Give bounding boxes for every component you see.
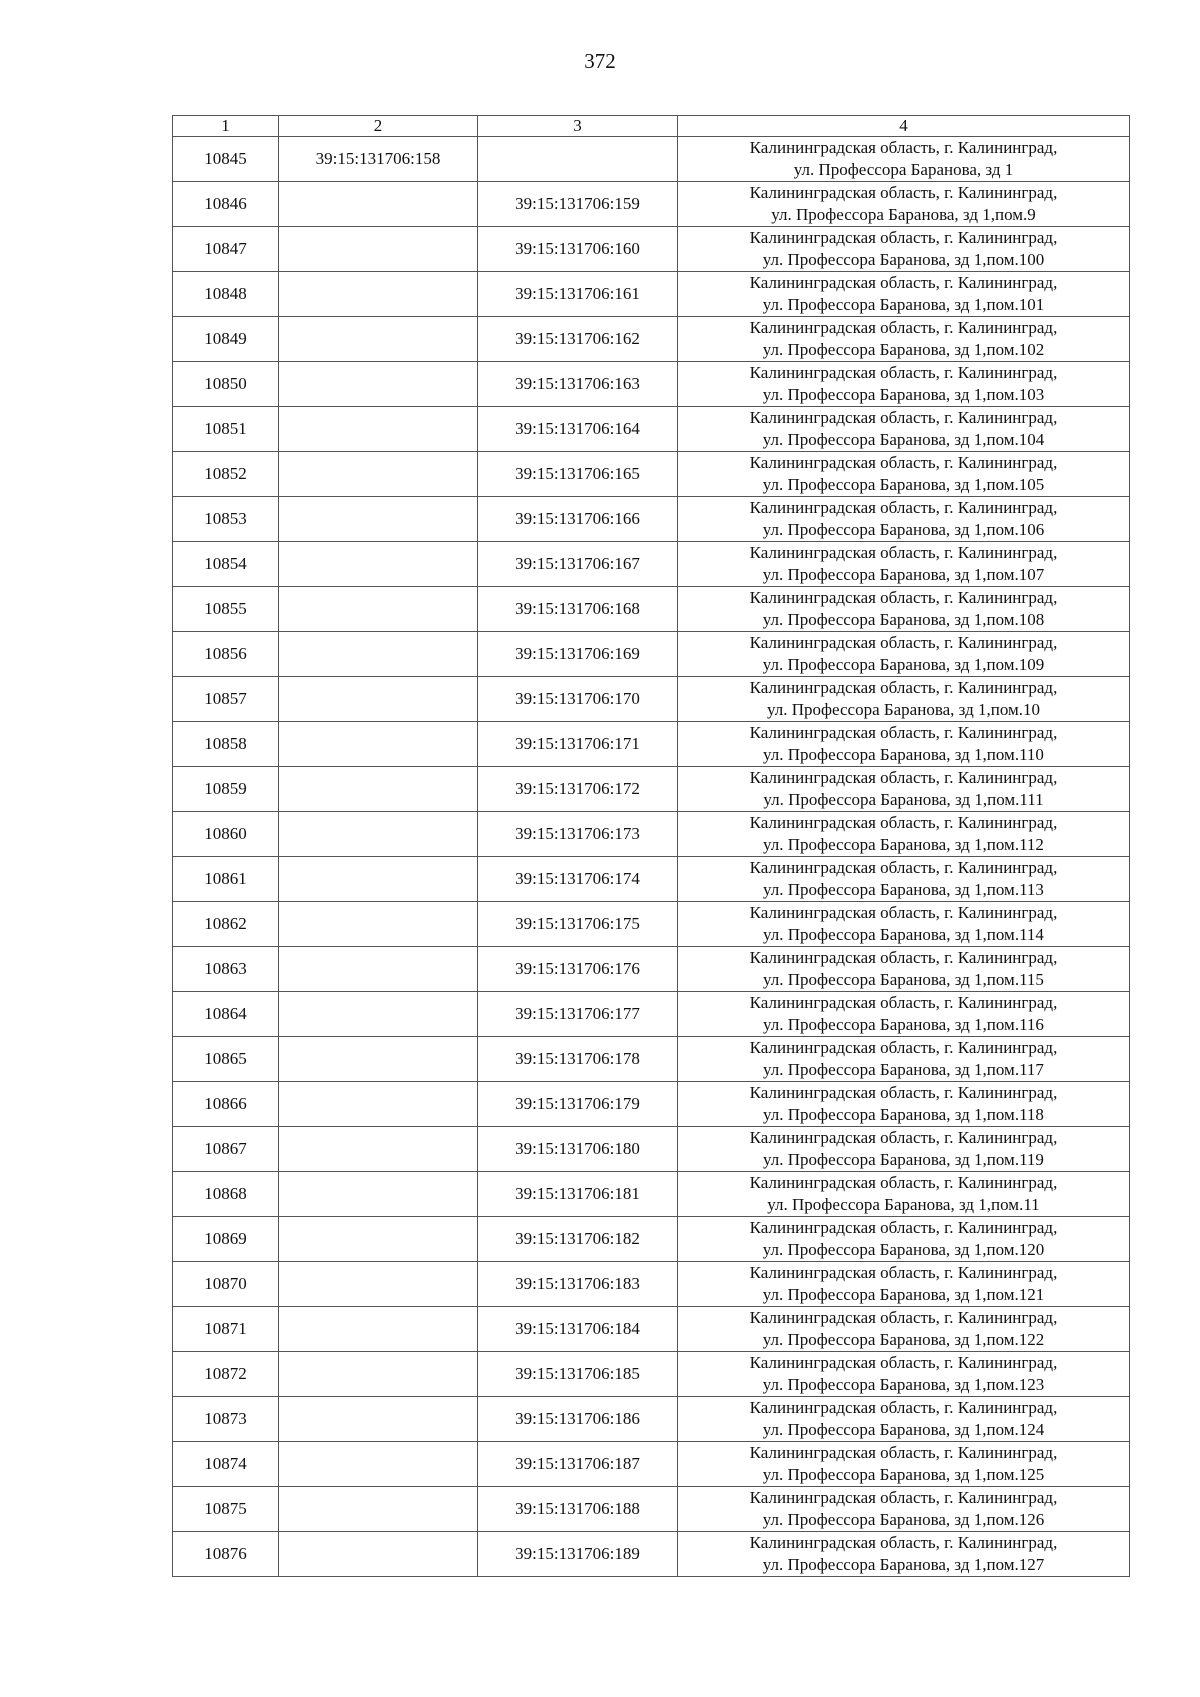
row-number: 10864 <box>173 992 279 1037</box>
cadastral-number-col2 <box>279 542 478 587</box>
table-row <box>173 497 1130 542</box>
cadastral-number-col2 <box>279 722 478 767</box>
table-row <box>173 632 1130 677</box>
cadastral-number-col2 <box>279 902 478 947</box>
cadastral-number-col2 <box>279 947 478 992</box>
address-line-1: Калининградская область, г. Калининград, <box>749 678 1058 697</box>
address-line-2: ул. Профессора Баранова, зд 1,пом.110 <box>763 745 1044 764</box>
table-row <box>173 1082 1130 1127</box>
address-cell <box>678 497 1130 542</box>
table-row <box>173 542 1130 587</box>
row-number: 10848 <box>173 272 279 317</box>
row-number: 10858 <box>173 722 279 767</box>
row-number: 10874 <box>173 1442 279 1487</box>
address-line-2: ул. Профессора Баранова, зд 1,пом.127 <box>762 1555 1045 1574</box>
cadastral-number-col3: 39:15:131706:172 <box>478 767 678 812</box>
cadastral-number-col3: 39:15:131706:188 <box>478 1487 678 1532</box>
address-line-2: ул. Профессора Баранова, зд 1,пом.104 <box>762 430 1045 449</box>
address-cell <box>678 587 1130 632</box>
row-number: 10872 <box>173 1352 279 1397</box>
address-line-2: ул. Профессора Баранова, зд 1,пом.111 <box>763 790 1044 809</box>
table-row <box>173 1442 1130 1487</box>
table-row <box>173 767 1130 812</box>
table-row <box>173 137 1130 182</box>
row-number: 10873 <box>173 1397 279 1442</box>
cadastral-number-col2 <box>279 452 478 497</box>
row-number: 10856 <box>173 632 279 677</box>
table-header <box>173 116 1130 137</box>
cadastral-number-col3: 39:15:131706:166 <box>478 497 678 542</box>
row-number: 10847 <box>173 227 279 272</box>
cadastral-number-col2 <box>279 497 478 542</box>
address-line-2: ул. Профессора Баранова, зд 1,пом.101 <box>762 295 1045 314</box>
table-row <box>173 1127 1130 1172</box>
address-cell <box>678 1307 1130 1352</box>
table-row <box>173 272 1130 317</box>
row-number: 10866 <box>173 1082 279 1127</box>
row-number: 10861 <box>173 857 279 902</box>
row-number: 10871 <box>173 1307 279 1352</box>
table-row <box>173 857 1130 902</box>
cadastral-number-col3: 39:15:131706:181 <box>478 1172 678 1217</box>
row-number: 10849 <box>173 317 279 362</box>
address-line-1: Калининградская область, г. Калининград, <box>749 1398 1058 1417</box>
row-number: 10854 <box>173 542 279 587</box>
row-number: 10863 <box>173 947 279 992</box>
address-cell <box>678 1037 1130 1082</box>
address-cell <box>678 722 1130 767</box>
cadastral-number-col3: 39:15:131706:186 <box>478 1397 678 1442</box>
address-line-1: Калининградская область, г. Калининград, <box>749 1083 1058 1102</box>
address-line-2: ул. Профессора Баранова, зд 1,пом.106 <box>762 520 1045 539</box>
cadastral-number-col2 <box>279 1532 478 1577</box>
table-row <box>173 1037 1130 1082</box>
row-number: 10867 <box>173 1127 279 1172</box>
cadastral-number-col3: 39:15:131706:173 <box>478 812 678 857</box>
address-line-2: ул. Профессора Баранова, зд 1,пом.115 <box>763 970 1044 989</box>
address-cell <box>678 362 1130 407</box>
cadastral-number-col2 <box>279 632 478 677</box>
table-row <box>173 362 1130 407</box>
table-row <box>173 1532 1130 1577</box>
cadastral-number-col3: 39:15:131706:164 <box>478 407 678 452</box>
address-line-1: Калининградская область, г. Калининград, <box>749 453 1058 472</box>
cadastral-number-col2 <box>279 1442 478 1487</box>
cadastral-number-col3: 39:15:131706:175 <box>478 902 678 947</box>
address-line-2: ул. Профессора Баранова, зд 1,пом.9 <box>771 205 1036 224</box>
cadastral-number-col2 <box>279 1262 478 1307</box>
address-line-2: ул. Профессора Баранова, зд 1,пом.122 <box>762 1330 1045 1349</box>
address-cell <box>678 902 1130 947</box>
cadastral-number-col3: 39:15:131706:184 <box>478 1307 678 1352</box>
address-cell <box>678 182 1130 227</box>
address-cell <box>678 1532 1130 1577</box>
row-number: 10855 <box>173 587 279 632</box>
address-line-2: ул. Профессора Баранова, зд 1,пом.107 <box>762 565 1045 584</box>
address-line-1: Калининградская область, г. Калининград, <box>749 408 1058 427</box>
address-line-1: Калининградская область, г. Калининград, <box>749 1218 1058 1237</box>
address-line-1: Калининградская область, г. Калининград, <box>749 588 1058 607</box>
row-number: 10850 <box>173 362 279 407</box>
cadastral-number-col3: 39:15:131706:182 <box>478 1217 678 1262</box>
row-number: 10868 <box>173 1172 279 1217</box>
cadastral-number-col2 <box>279 407 478 452</box>
table-row <box>173 1487 1130 1532</box>
table-row <box>173 722 1130 767</box>
address-cell <box>678 767 1130 812</box>
cadastral-number-col3: 39:15:131706:159 <box>478 182 678 227</box>
cadastral-number-col3: 39:15:131706:171 <box>478 722 678 767</box>
address-cell <box>678 317 1130 362</box>
cadastral-number-col3: 39:15:131706:174 <box>478 857 678 902</box>
cadastral-number-col3: 39:15:131706:160 <box>478 227 678 272</box>
address-line-2: ул. Профессора Баранова, зд 1,пом.113 <box>763 880 1044 899</box>
cadastral-number-col2 <box>279 587 478 632</box>
address-line-1: Калининградская область, г. Калининград, <box>749 993 1058 1012</box>
table-row <box>173 317 1130 362</box>
table-row <box>173 812 1130 857</box>
address-cell <box>678 542 1130 587</box>
address-line-1: Калининградская область, г. Калининград, <box>749 858 1058 877</box>
cadastral-number-col2 <box>279 1217 478 1262</box>
address-line-1: Калининградская область, г. Калининград, <box>749 1038 1058 1057</box>
row-number: 10845 <box>173 137 279 182</box>
address-line-1: Калининградская область, г. Калининград, <box>749 1308 1058 1327</box>
address-cell <box>678 947 1130 992</box>
cadastral-number-col3: 39:15:131706:168 <box>478 587 678 632</box>
address-cell <box>678 1262 1130 1307</box>
address-cell <box>678 452 1130 497</box>
table-row <box>173 902 1130 947</box>
cadastral-number-col2 <box>279 272 478 317</box>
cadastral-number-col2 <box>279 1127 478 1172</box>
address-cell <box>678 1082 1130 1127</box>
row-number: 10870 <box>173 1262 279 1307</box>
address-line-1: Калининградская область, г. Калининград, <box>749 183 1058 202</box>
cadastral-number-col3: 39:15:131706:183 <box>478 1262 678 1307</box>
address-line-1: Калининградская область, г. Калининград, <box>749 948 1058 967</box>
row-number: 10862 <box>173 902 279 947</box>
address-line-1: Калининградская область, г. Калининград, <box>749 273 1058 292</box>
address-line-1: Калининградская область, г. Калининград, <box>749 1533 1058 1552</box>
address-line-2: ул. Профессора Баранова, зд 1,пом.10 <box>766 700 1041 719</box>
address-line-1: Калининградская область, г. Калининград, <box>749 813 1058 832</box>
cadastral-number-col3: 39:15:131706:177 <box>478 992 678 1037</box>
address-cell <box>678 1352 1130 1397</box>
cadastral-number-col2 <box>279 992 478 1037</box>
table-row <box>173 1307 1130 1352</box>
cadastral-number-col2 <box>279 857 478 902</box>
address-line-2: ул. Профессора Баранова, зд 1,пом.126 <box>762 1510 1045 1529</box>
table-row <box>173 587 1130 632</box>
cadastral-number-col2 <box>279 317 478 362</box>
cadastral-number-col3: 39:15:131706:167 <box>478 542 678 587</box>
table-row <box>173 227 1130 272</box>
cadastral-number-col2 <box>279 767 478 812</box>
address-line-2: ул. Профессора Баранова, зд 1,пом.124 <box>762 1420 1045 1439</box>
row-number: 10846 <box>173 182 279 227</box>
address-cell <box>678 137 1130 182</box>
cadastral-number-col3: 39:15:131706:187 <box>478 1442 678 1487</box>
table-row <box>173 677 1130 722</box>
cadastral-number-col3: 39:15:131706:162 <box>478 317 678 362</box>
table-row <box>173 1217 1130 1262</box>
cadastral-number-col2 <box>279 182 478 227</box>
address-line-1: Калининградская область, г. Калининград, <box>749 543 1058 562</box>
cadastral-number-col3: 39:15:131706:180 <box>478 1127 678 1172</box>
address-line-2: ул. Профессора Баранова, зд 1,пом.114 <box>763 925 1044 944</box>
table-row <box>173 992 1130 1037</box>
table-row <box>173 452 1130 497</box>
address-line-2: ул. Профессора Баранова, зд 1,пом.119 <box>763 1150 1044 1169</box>
cadastral-number-col3: 39:15:131706:185 <box>478 1352 678 1397</box>
header-col-4: 4 <box>678 116 1130 137</box>
address-line-2: ул. Профессора Баранова, зд 1,пом.125 <box>762 1465 1045 1484</box>
cadastral-number-col2 <box>279 1307 478 1352</box>
address-line-2: ул. Профессора Баранова, зд 1,пом.112 <box>763 835 1044 854</box>
address-cell <box>678 1217 1130 1262</box>
table-row <box>173 1172 1130 1217</box>
address-cell <box>678 857 1130 902</box>
address-line-1: Калининградская область, г. Калининград, <box>749 318 1058 337</box>
cadastral-number-col3: 39:15:131706:189 <box>478 1532 678 1577</box>
registry-table <box>172 115 1130 1577</box>
address-cell <box>678 812 1130 857</box>
address-line-1: Калининградская область, г. Калининград, <box>749 1173 1058 1192</box>
address-cell <box>678 1172 1130 1217</box>
row-number: 10876 <box>173 1532 279 1577</box>
address-line-2: ул. Профессора Баранова, зд 1,пом.123 <box>762 1375 1045 1394</box>
row-number: 10859 <box>173 767 279 812</box>
row-number: 10860 <box>173 812 279 857</box>
cadastral-number-col2: 39:15:131706:158 <box>279 137 478 182</box>
row-number: 10852 <box>173 452 279 497</box>
table-row <box>173 407 1130 452</box>
address-line-2: ул. Профессора Баранова, зд 1,пом.117 <box>763 1060 1044 1079</box>
address-line-1: Калининградская область, г. Калининград, <box>749 1488 1058 1507</box>
address-line-2: ул. Профессора Баранова, зд 1,пом.105 <box>762 475 1045 494</box>
table-body <box>173 137 1130 1577</box>
cadastral-number-col2 <box>279 1352 478 1397</box>
table-row <box>173 1352 1130 1397</box>
address-line-2: ул. Профессора Баранова, зд 1 <box>793 160 1014 179</box>
address-line-1: Калининградская область, г. Калининград, <box>749 138 1058 157</box>
row-number: 10865 <box>173 1037 279 1082</box>
address-line-2: ул. Профессора Баранова, зд 1,пом.11 <box>767 1195 1040 1214</box>
address-line-1: Калининградская область, г. Калининград, <box>749 363 1058 382</box>
address-cell <box>678 677 1130 722</box>
address-line-2: ул. Профессора Баранова, зд 1,пом.120 <box>762 1240 1045 1259</box>
address-cell <box>678 1397 1130 1442</box>
table-row <box>173 182 1130 227</box>
cadastral-number-col2 <box>279 1172 478 1217</box>
cadastral-number-col3 <box>478 137 678 182</box>
row-number: 10869 <box>173 1217 279 1262</box>
address-line-2: ул. Профессора Баранова, зд 1,пом.102 <box>762 340 1045 359</box>
address-line-1: Калининградская область, г. Калининград, <box>749 1443 1058 1462</box>
address-cell <box>678 1127 1130 1172</box>
cadastral-number-col2 <box>279 1082 478 1127</box>
address-line-2: ул. Профессора Баранова, зд 1,пом.100 <box>762 250 1045 269</box>
address-cell <box>678 407 1130 452</box>
address-cell <box>678 1487 1130 1532</box>
address-cell <box>678 1442 1130 1487</box>
cadastral-number-col2 <box>279 1397 478 1442</box>
address-cell <box>678 992 1130 1037</box>
cadastral-number-col2 <box>279 1037 478 1082</box>
address-cell <box>678 227 1130 272</box>
address-line-1: Калининградская область, г. Калининград, <box>749 768 1058 787</box>
address-line-1: Калининградская область, г. Калининград, <box>749 228 1058 247</box>
address-line-2: ул. Профессора Баранова, зд 1,пом.118 <box>763 1105 1044 1124</box>
address-line-2: ул. Профессора Баранова, зд 1,пом.121 <box>762 1285 1045 1304</box>
address-line-1: Калининградская область, г. Калининград, <box>749 723 1058 742</box>
row-number: 10853 <box>173 497 279 542</box>
address-line-2: ул. Профессора Баранова, зд 1,пом.108 <box>762 610 1045 629</box>
address-line-1: Калининградская область, г. Калининград, <box>749 1128 1058 1147</box>
cadastral-number-col3: 39:15:131706:169 <box>478 632 678 677</box>
cadastral-number-col3: 39:15:131706:179 <box>478 1082 678 1127</box>
cadastral-number-col2 <box>279 362 478 407</box>
row-number: 10875 <box>173 1487 279 1532</box>
address-line-2: ул. Профессора Баранова, зд 1,пом.103 <box>762 385 1045 404</box>
cadastral-number-col3: 39:15:131706:161 <box>478 272 678 317</box>
cadastral-number-col3: 39:15:131706:176 <box>478 947 678 992</box>
address-line-1: Калининградская область, г. Калининград, <box>749 1263 1058 1282</box>
address-line-1: Калининградская область, г. Калининград, <box>749 903 1058 922</box>
address-cell <box>678 632 1130 677</box>
table-row <box>173 1262 1130 1307</box>
cadastral-number-col2 <box>279 812 478 857</box>
address-line-1: Калининградская область, г. Калининград, <box>749 1353 1058 1372</box>
table-row <box>173 947 1130 992</box>
header-col-2: 2 <box>279 116 478 137</box>
cadastral-number-col3: 39:15:131706:178 <box>478 1037 678 1082</box>
row-number: 10851 <box>173 407 279 452</box>
address-cell <box>678 272 1130 317</box>
row-number: 10857 <box>173 677 279 722</box>
cadastral-number-col3: 39:15:131706:165 <box>478 452 678 497</box>
cadastral-number-col3: 39:15:131706:163 <box>478 362 678 407</box>
cadastral-number-col2 <box>279 1487 478 1532</box>
cadastral-number-col2 <box>279 227 478 272</box>
header-col-3: 3 <box>478 116 678 137</box>
address-line-2: ул. Профессора Баранова, зд 1,пом.116 <box>763 1015 1044 1034</box>
header-col-1: 1 <box>173 116 279 137</box>
header-row <box>173 116 1130 137</box>
page-number: 372 <box>584 49 616 73</box>
address-line-1: Калининградская область, г. Калининград, <box>749 633 1058 652</box>
cadastral-number-col2 <box>279 677 478 722</box>
table-row <box>173 1397 1130 1442</box>
cadastral-number-col3: 39:15:131706:170 <box>478 677 678 722</box>
address-line-2: ул. Профессора Баранова, зд 1,пом.109 <box>762 655 1045 674</box>
address-line-1: Калининградская область, г. Калининград, <box>749 498 1058 517</box>
